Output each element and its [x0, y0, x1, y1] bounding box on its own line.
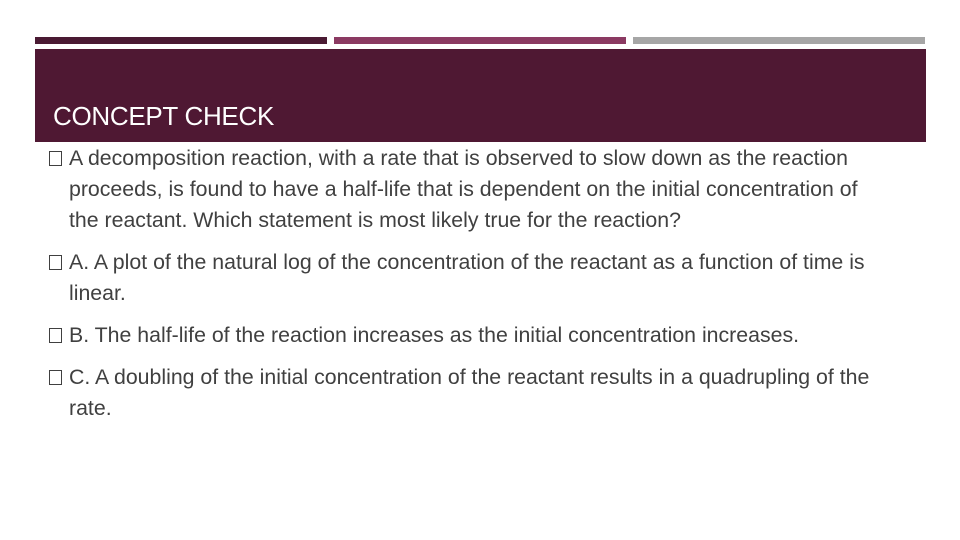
answer-option-a [49, 247, 884, 309]
square-bullet-icon [49, 370, 62, 385]
accent-bar-left [35, 37, 327, 44]
title-band [35, 49, 926, 142]
answer-option-c [49, 362, 884, 424]
square-bullet-icon [49, 255, 62, 270]
answer-option-c-text: C. A doubling of the initial concentration of the reactant results in a quadrupling of the rate. [69, 365, 870, 420]
slide-content [49, 143, 884, 435]
accent-bar-right [633, 37, 925, 44]
square-bullet-icon [49, 328, 62, 343]
square-bullet-icon [49, 151, 62, 166]
answer-option-a-text: A. A plot of the natural log of the concentration of the reactant as a function of time is linear. [69, 250, 865, 305]
answer-option-b-text: B. The half-life of the reaction increases as the initial concentration increases. [69, 323, 800, 347]
answer-option-b [49, 320, 884, 351]
question-text: A decomposition reaction, with a rate that is observed to slow down as the reaction proceeds, is found to have a half-life that is dependent on the initial concentration of the reactant. Which statement is most likely true for the reaction? [69, 146, 858, 232]
accent-bar-middle [334, 37, 626, 44]
question-item [49, 143, 884, 236]
slide-title: CONCEPT CHECK [53, 101, 274, 131]
